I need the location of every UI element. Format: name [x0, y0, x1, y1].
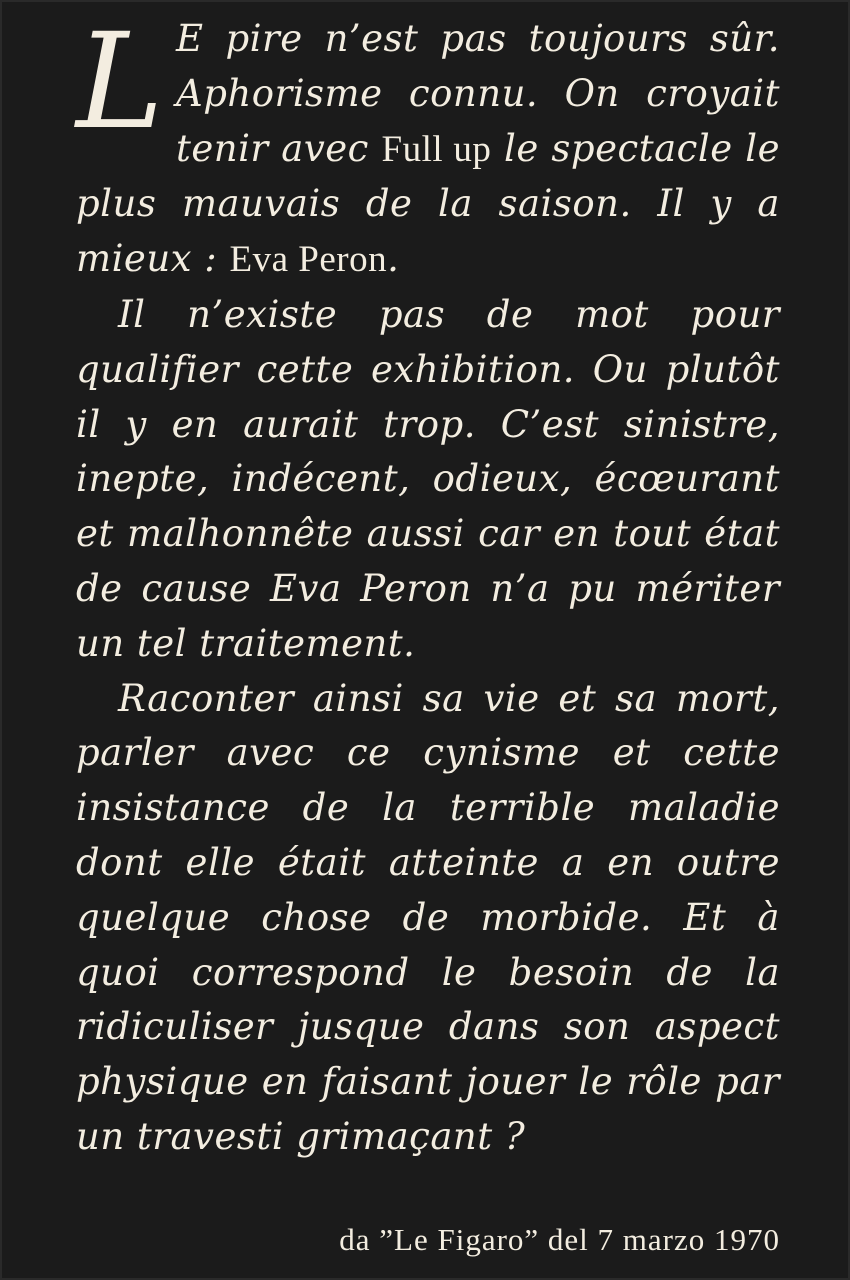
paragraph-1-text-b: le spectacle le plus mauvais de la saison. Il y a mieux :: [76, 126, 781, 281]
paragraph-1-end: .: [387, 237, 400, 281]
paragraph-2: Il n’existe pas de mot pour qualifier cette exhibition. Ou plutôt il y en aurait trop. C’est sinistre, inepte, indécent, odieux, écœurant et malhonnête aussi car en tout état de cause Eva Peron n’a pu mériter un tel traitement.: [76, 292, 780, 665]
show-title-full-up: Full up: [381, 128, 492, 170]
paragraph-3: Raconter ainsi sa vie et sa mort, parler avec ce cynisme et cette insistance de la terrible maladie dont elle était atteinte a en outre quelque chose de morbide. Et à quoi correspond le besoin de la ridiculiser jusque dans son aspect physique en faisant jouer le rôle par un travesti grimaçant ?: [76, 676, 780, 1158]
paragraph-1-text-a: E pire n’est pas toujours sûr. Aphorisme connu. On croyait tenir avec: [176, 17, 780, 170]
source-credit: da ”Le Figaro” del 7 marzo 1970: [339, 1222, 780, 1257]
review-text: [76, 5, 781, 1165]
show-title-eva-peron: Eva Peron: [229, 239, 388, 281]
paragraph-1: [76, 5, 781, 288]
drop-cap: L: [76, 5, 165, 159]
